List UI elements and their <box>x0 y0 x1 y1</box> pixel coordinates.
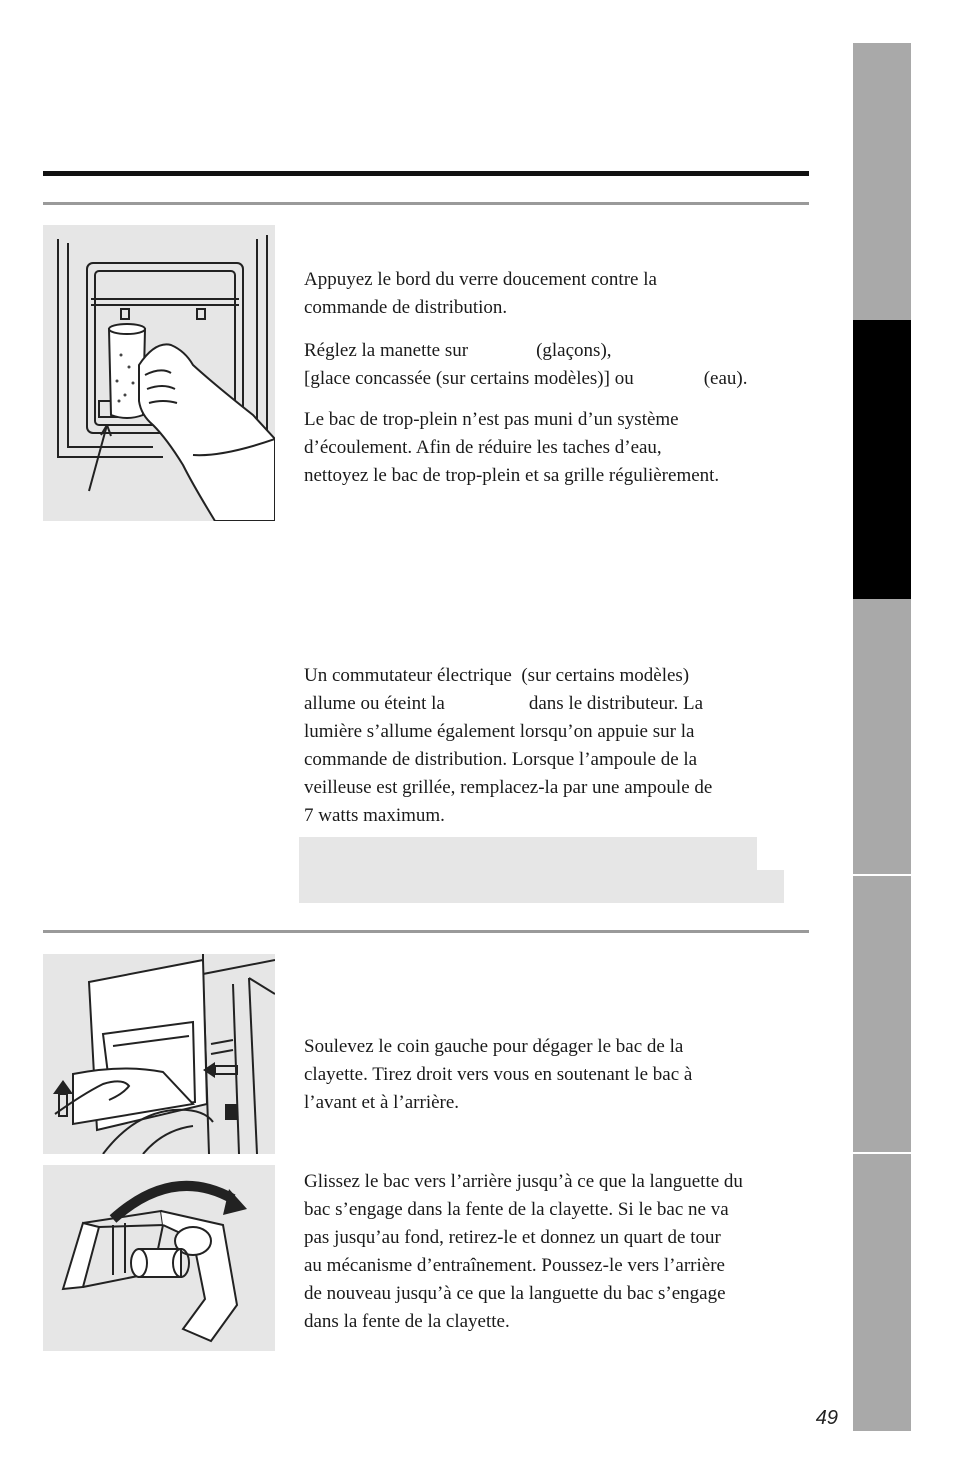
text-fragment: dans le distributeur. La <box>528 693 704 714</box>
text-line: pas jusqu’au fond, retirez-le et donnez un quart de tour <box>304 1227 721 1248</box>
glass-at-dispenser-illustration <box>43 225 275 521</box>
text-line: veilleuse est grillée, remplacez-la par une ampoule de <box>304 777 713 798</box>
instruction-set-lever <box>304 337 814 393</box>
text-line: d’écoulement. Afin de réduire les taches d’eau, <box>304 437 662 458</box>
text-line: lumière s’allume également lorsqu’on appuie sur la <box>304 721 695 742</box>
side-tab-active <box>853 320 911 599</box>
side-tab-5 <box>853 1154 911 1431</box>
text-line: Soulevez le coin gauche pour dégager le bac de la <box>304 1036 684 1057</box>
text-line: commande de distribution. Lorsque l’ampoule de la <box>304 749 698 770</box>
side-tab-4 <box>853 876 911 1152</box>
note-box-notch <box>757 837 784 870</box>
text-line: l’avant et à l’arrière. <box>304 1092 460 1113</box>
section-divider-top <box>43 202 809 205</box>
note-box <box>299 837 784 903</box>
text-line: Appuyez le bord du verre doucement contre la <box>304 269 657 290</box>
text-line <box>304 690 814 718</box>
text-line: Un commutateur électrique (sur certains modèles) <box>304 665 690 686</box>
instruction-overflow-tray <box>304 406 814 490</box>
text-line: 7 watts maximum. <box>304 805 445 826</box>
ice-bin-removal-illustration <box>43 954 275 1154</box>
side-tab-1 <box>853 43 911 320</box>
text-line <box>304 337 814 365</box>
instruction-night-light <box>304 662 814 830</box>
text-line: Le bac de trop-plein n’est pas muni d’un système <box>304 409 679 430</box>
drive-mechanism-rotation-illustration <box>43 1165 275 1351</box>
text-line: clayette. Tirez droit vers vous en soutenant le bac à <box>304 1064 693 1085</box>
text-fragment: (eau). <box>703 368 748 389</box>
side-tab-3 <box>853 599 911 874</box>
section-divider-middle <box>43 930 809 933</box>
text-line: bac s’engage dans la fente de la clayette. Si le bac ne va <box>304 1199 729 1220</box>
page-number: 49 <box>815 1407 838 1429</box>
text-line: de nouveau jusqu’à ce que la languette du bac s’engage <box>304 1283 726 1304</box>
instruction-press-glass <box>304 266 814 322</box>
text-fragment: allume ou éteint la <box>304 693 445 714</box>
header-rule <box>43 171 809 176</box>
text-line: au mécanisme d’entraînement. Poussez-le vers l’arrière <box>304 1255 725 1276</box>
instruction-remove-bin <box>304 1033 814 1117</box>
text-fragment: (glaçons), <box>536 340 612 361</box>
text-line: Glissez le bac vers l’arrière jusqu’à ce que la languette du <box>304 1171 743 1192</box>
text-fragment: Réglez la manette sur <box>304 340 469 361</box>
text-line: dans la fente de la clayette. <box>304 1311 510 1332</box>
text-line: commande de distribution. <box>304 297 508 318</box>
instruction-replace-bin <box>304 1168 814 1336</box>
text-line <box>304 365 814 393</box>
text-line: nettoyez le bac de trop-plein et sa grille régulièrement. <box>304 465 720 486</box>
text-fragment: [glace concassée (sur certains modèles)] ou <box>304 368 634 389</box>
